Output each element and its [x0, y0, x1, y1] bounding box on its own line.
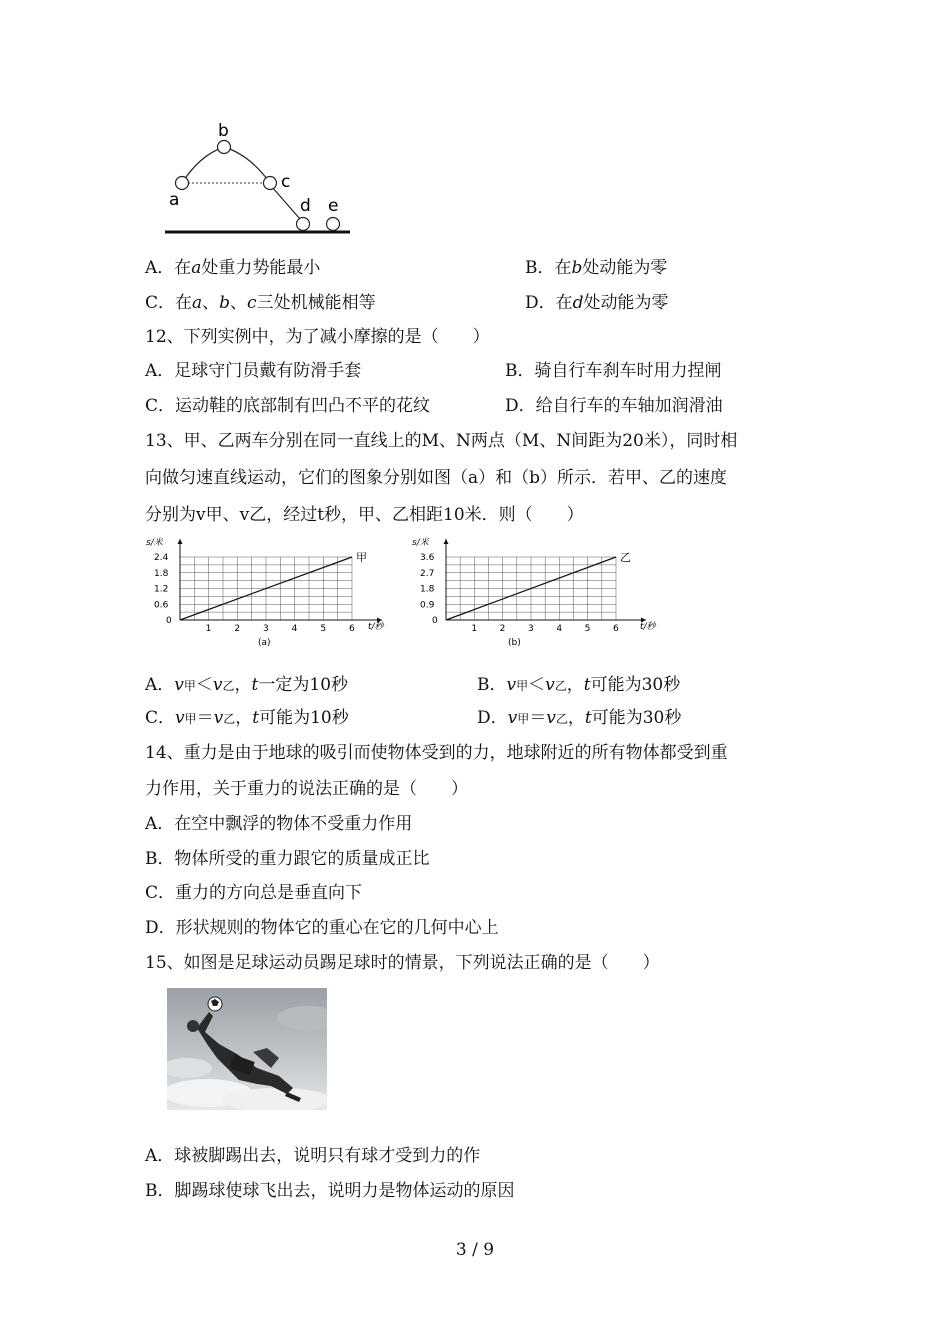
y-tick-label: 1.2 — [154, 584, 169, 595]
chart-b-caption: (b) — [508, 638, 521, 648]
y-tick-label: 3.6 — [420, 553, 435, 563]
chart-a-caption: (a) — [258, 638, 271, 648]
y-tick-label: 2.7 — [420, 568, 435, 579]
x-tick-label: 3 — [263, 624, 269, 634]
point-b — [218, 141, 231, 154]
q15-option-b: B．脚踢球使球飞出去，说明力是物体运动的原因 — [145, 1181, 515, 1201]
x-tick-label: 1 — [205, 624, 212, 634]
y-axis-arrow — [444, 539, 449, 544]
x-tick-label: 4 — [291, 624, 298, 634]
q13-stem-line-1: 13、甲、乙两车分别在同一直线上的M、N两点（M、N间距为20米），同时相 — [145, 431, 738, 451]
x-tick-label: 5 — [320, 624, 327, 634]
y-tick-label: 0.9 — [420, 600, 435, 611]
q13-chart-a — [140, 535, 400, 650]
y-tick-label: 1.8 — [420, 584, 435, 595]
label-a: a — [169, 190, 180, 210]
q15-option-a: A．球被脚踢出去，说明只有球才受到力的作 — [145, 1146, 481, 1166]
page-number: 3 / 9 — [455, 1240, 495, 1260]
q11-option-b: B．在b处动能为零 — [525, 258, 668, 278]
label-d: d — [300, 196, 311, 216]
q13-stem-line-2: 向做匀速直线运动，它们的图象分别如图（a）和（b）所示．若甲、乙的速度 — [145, 468, 728, 488]
point-a — [176, 177, 189, 190]
x-tick-label: 6 — [349, 624, 355, 634]
q14-option-d: D．形状规则的物体它的重心在它的几何中心上 — [145, 918, 499, 938]
q12-stem: 12、下列实例中，为了减小摩擦的是（ ） — [145, 327, 490, 347]
q13-option-c: C．v甲＝v乙，t可能为10秒 — [145, 708, 349, 728]
chart-b-xlabel: t/秒 — [640, 622, 656, 632]
label-e: e — [328, 196, 339, 216]
x-tick-label: 4 — [556, 624, 563, 634]
x-tick-label: 3 — [528, 624, 534, 634]
series-label: 乙 — [620, 551, 631, 564]
label-c: c — [281, 172, 291, 192]
x-tick-label: 0 — [432, 616, 438, 626]
q11-option-d: D．在d处动能为零 — [525, 293, 669, 313]
q14-option-b: B．物体所受的重力跟它的质量成正比 — [145, 849, 430, 869]
q12-option-a: A．足球守门员戴有防滑手套 — [145, 361, 362, 381]
label-b: b — [218, 121, 229, 141]
q13-stem-line-3: 分别为v甲、v乙，经过t秒，甲、乙相距10米．则（ ） — [145, 505, 584, 525]
q13-chart-b — [408, 535, 668, 650]
y-tick-label: 0.6 — [154, 600, 169, 611]
series-label: 甲 — [356, 551, 367, 564]
chart-a-xlabel: t/秒 — [368, 622, 384, 632]
x-tick-label: 5 — [584, 624, 591, 634]
q14-option-c: C．重力的方向总是垂直向下 — [145, 883, 363, 903]
x-tick-label: 0 — [166, 616, 172, 626]
y-tick-label: 1.8 — [154, 568, 169, 579]
q13-option-d: D．v甲＝v乙，t可能为30秒 — [477, 708, 682, 728]
point-c — [264, 177, 277, 190]
q15-stem: 15、如图是足球运动员踢足球时的情景，下列说法正确的是（ ） — [145, 953, 660, 973]
q14-stem-line-2: 力作用，关于重力的说法正确的是（ ） — [145, 779, 468, 799]
soccer-player-photo — [167, 988, 327, 1110]
chart-b-ylabel: s/米 — [412, 538, 429, 548]
x-tick-label: 2 — [499, 624, 506, 634]
y-axis-arrow — [178, 539, 183, 544]
q11-motion-diagram — [160, 115, 360, 240]
q13-option-a: A．v甲＜v乙，t一定为10秒 — [145, 675, 349, 695]
q13-option-b: B．v甲＜v乙，t可能为30秒 — [477, 675, 681, 695]
q11-option-a: A．在a处重力势能最小 — [145, 258, 321, 278]
q12-option-b: B．骑自行车刹车时用力捏闸 — [505, 361, 722, 381]
x-tick-label: 2 — [234, 624, 241, 634]
y-tick-label: 2.4 — [154, 553, 169, 563]
q12-option-d: D．给自行车的车轴加润滑油 — [505, 396, 723, 416]
x-tick-label: 1 — [471, 624, 478, 634]
q12-option-c: C．运动鞋的底部制有凹凸不平的花纹 — [145, 396, 431, 416]
x-tick-label: 6 — [613, 624, 619, 634]
q14-option-a: A．在空中飘浮的物体不受重力作用 — [145, 814, 413, 834]
chart-a-ylabel: s/米 — [146, 538, 163, 548]
q14-stem-line-1: 14、重力是由于地球的吸引而使物体受到的力，地球附近的所有物体都受到重 — [145, 743, 728, 763]
point-e — [327, 218, 340, 231]
point-d — [297, 218, 310, 231]
q11-option-c: C．在a、b、c三处机械能相等 — [145, 293, 376, 313]
